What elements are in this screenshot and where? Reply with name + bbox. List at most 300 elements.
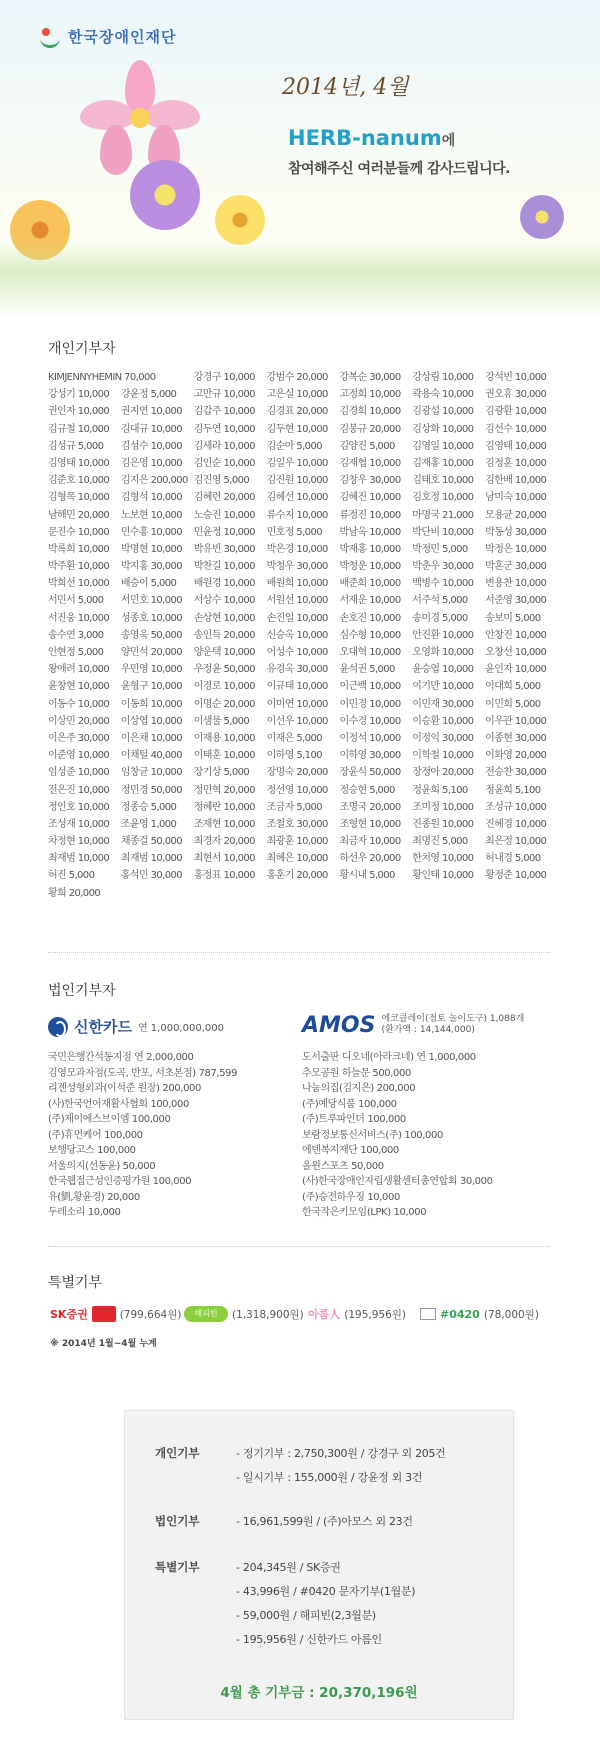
donor-entry: 마명국 21,000: [412, 509, 474, 521]
donor-entry: 김혜선 10,000: [266, 492, 328, 504]
donor-entry: 이화영 20,000: [485, 750, 547, 762]
donor-entry: 송수연 3,000: [48, 629, 104, 641]
donor-row: [48, 592, 558, 609]
donor-entry: 김영태 10,000: [485, 440, 547, 452]
donor-entry: 배승이 5,000: [120, 578, 177, 590]
donor-entry: [121, 885, 194, 902]
donor-entry: 박혼군 30,000: [485, 561, 547, 573]
corporate-donor-entry: 국민은행간석동지점 연 2,000,000: [48, 1052, 194, 1063]
donor-entry: 백병수 10,000: [412, 578, 474, 590]
amos-line1: 에코클레이(점토 놀이도구) 1,088개: [381, 1014, 525, 1024]
donor-entry: 이동희 10,000: [120, 698, 183, 710]
donor-entry: 이상민 20,000: [48, 715, 110, 727]
org-logo-icon: [40, 28, 62, 46]
donor-entry: 허진 5,000: [48, 870, 95, 882]
donor-entry: 변용찬 10,000: [485, 578, 547, 590]
donor-entry: 이학철 10,000: [412, 750, 474, 762]
donor-entry: 황정준 10,000: [485, 870, 547, 882]
donor-entry: 이종현 30,000: [485, 732, 547, 744]
summary-corporate-label: 법인기부: [155, 1514, 200, 1528]
donor-row: [48, 489, 558, 506]
donor-entry: 하선우 20,000: [339, 853, 401, 865]
donor-entry: 권인자 10,000: [48, 406, 110, 418]
donor-entry: 장정아 20,000: [412, 767, 474, 779]
donor-entry: 이승환 10,000: [412, 715, 474, 727]
donor-entry: 서상수 10,000: [193, 595, 255, 607]
shinhan-logo-icon: [48, 1017, 68, 1037]
donor-row: [48, 644, 558, 661]
shinhan-name: 신한카드: [74, 1018, 132, 1036]
donor-entry: 윤석권 5,000: [339, 664, 395, 676]
donor-entry: 이샘물 5,000: [193, 715, 250, 727]
donor-entry: 이은주 30,000: [48, 732, 110, 744]
summary-special-label: 특별기부: [155, 1560, 200, 1574]
donor-row: [48, 885, 558, 902]
donor-entry: 이수경 10,000: [339, 715, 401, 727]
donor-entry: 윤형구 10,000: [120, 681, 183, 693]
corporate-donor-entry: 나눔의집(김지은) 200,000: [302, 1083, 416, 1094]
donor-entry: 박유빈 30,000: [193, 543, 255, 555]
donor-entry: 정인호 10,000: [48, 801, 110, 813]
donor-entry: 김광섭 10,000: [412, 406, 474, 418]
donor-entry: 배원희 10,000: [266, 578, 328, 590]
donor-row: [48, 764, 558, 781]
donor-entry: 손상현 10,000: [193, 612, 255, 624]
summary-special-line: - 59,000원 / 해피빈(2,3월분): [236, 1609, 376, 1622]
special-item-0420: #0420 (78,000원): [420, 1302, 539, 1326]
donor-entry: 서원선 10,000: [266, 595, 328, 607]
donor-entry: 전은진 10,000: [48, 784, 110, 796]
donor-entry: 김지은 200,000: [120, 475, 188, 487]
donor-entry: 최혜은 10,000: [266, 853, 328, 865]
corporate-donor-entry: 추모공원 하늘문 500,000: [302, 1067, 411, 1079]
donor-entry: 이규태 10,000: [266, 681, 328, 693]
donor-entry: 조미정 10,000: [412, 801, 474, 813]
donor-entry: 이상엽 10,000: [120, 715, 183, 727]
donor-entry: 안진환 10,000: [412, 629, 474, 641]
special-item-happybean: 해피빈 (1,318,900원): [184, 1302, 304, 1326]
donor-entry: 이재은 5,000: [266, 732, 322, 744]
donor-entry: 정혜란 10,000: [193, 801, 255, 813]
donor-entry: 정윤희 5,100: [412, 784, 468, 796]
donor-row: [48, 507, 558, 524]
corporate-donor-entry: 에덴복지재단 100,000: [302, 1145, 399, 1156]
donor-entry: 강경구 10,000: [193, 372, 255, 383]
donor-row: [48, 678, 558, 695]
donor-entry: 우정윤 50,000: [193, 664, 255, 676]
corporate-list-right: [302, 1050, 493, 1221]
corporate-donor-entry: 올윈스포츠 50,000: [302, 1160, 384, 1172]
donor-entry: 조윤영 1,000: [120, 818, 177, 830]
section-divider: [48, 1246, 550, 1247]
donor-entry: 김인순 10,000: [193, 457, 255, 469]
donor-entry: 홍훈기 20,000: [266, 870, 328, 882]
donor-entry: 박정민 5,000: [412, 543, 468, 555]
donor-entry: 이은채 10,000: [120, 732, 183, 744]
summary-corporate-line: - 16,961,599원 / (주)아모스 외 23건: [236, 1515, 413, 1528]
donor-entry: 전승찬 30,000: [485, 767, 547, 779]
donor-entry: 박정은 10,000: [485, 543, 547, 555]
special-donations-title: 특별기부: [48, 1275, 103, 1291]
summary-individual-label: 개인기부: [155, 1446, 200, 1460]
donor-entry: 김혜진 10,000: [339, 492, 401, 504]
donor-entry: 박남옥 10,000: [339, 526, 401, 538]
donor-entry: 이하영 30,000: [339, 750, 401, 762]
donor-entry: 최명진 5,000: [412, 836, 468, 848]
donor-entry: 곽용숙 10,000: [412, 389, 474, 401]
donor-entry: 이경로 10,000: [193, 681, 255, 693]
corporate-donor-entry: (주)승전하우징 10,000: [302, 1191, 400, 1203]
donor-entry: 윤인자 10,000: [485, 664, 547, 676]
donor-row: [48, 799, 558, 816]
donor-entry: 김일우 10,000: [266, 457, 328, 469]
donor-entry: 고만규 10,000: [193, 389, 255, 401]
special-item-areumin: 아름人 (195,956원): [308, 1308, 407, 1321]
donor-entry: [267, 885, 340, 902]
donor-entry: 박청우 30,000: [266, 561, 328, 573]
donor-entry: 배원경 10,000: [193, 578, 255, 590]
date-heading: 2014년, 4월: [282, 75, 409, 100]
summary-individual-line: - 일시기부 : 155,000원 / 강윤정 외 3건: [236, 1471, 423, 1484]
amos-sponsor: [302, 1014, 524, 1038]
donor-entry: 김정훈 10,000: [485, 457, 547, 469]
org-logo[interactable]: [40, 26, 176, 47]
donor-row: [48, 472, 558, 489]
donor-entry: 최재범 10,000: [48, 853, 110, 865]
donor-entry: 오대혁 10,000: [339, 647, 401, 658]
donor-entry: 김경희 10,000: [339, 406, 401, 418]
donor-entry: [339, 885, 412, 902]
corporate-donor-entry: 김영모과자점(도곡, 반포, 서초본점) 787,599: [48, 1067, 238, 1079]
donor-entry: 최재범 10,000: [120, 853, 183, 865]
corporate-donor-entry: 한국작은키모임(LPK) 10,000: [302, 1207, 427, 1218]
donor-entry: 유경옥 30,000: [266, 664, 328, 676]
corporate-donor-entry: 두레소리 10,000: [48, 1207, 121, 1218]
donor-entry: 정민혁 20,000: [193, 784, 255, 796]
donor-row: [48, 661, 558, 678]
corporate-donor-entry: 보행당고스 100,000: [48, 1145, 136, 1156]
donation-summary-box: [124, 1410, 514, 1720]
corporate-donor-entry: 한국웹접근성인증평가원 100,000: [48, 1176, 192, 1187]
donor-entry: 김성수 10,000: [120, 440, 183, 452]
donor-entry: 임창균 10,000: [120, 767, 183, 779]
donor-entry: 김준호 10,000: [48, 475, 110, 487]
corporate-donor-entry: 보람정보통신서비스(주) 100,000: [302, 1129, 443, 1141]
donor-entry: 최금자 10,000: [339, 836, 401, 848]
donor-entry: 정민경 50,000: [120, 784, 183, 796]
donor-entry: 문진수 10,000: [48, 526, 110, 538]
donor-entry: 민윤정 10,000: [193, 526, 255, 538]
donor-entry: 이기만 10,000: [412, 681, 474, 693]
donor-entry: 김창우 30,000: [339, 475, 401, 487]
donor-entry: 정승현 5,000: [339, 784, 395, 796]
amos-logo: AMOS: [302, 1013, 376, 1038]
donor-entry: 김성규 5,000: [48, 440, 104, 452]
donor-entry: 장명숙 20,000: [266, 767, 328, 779]
donor-row: [48, 610, 558, 627]
purple-flower-icon: [130, 160, 200, 230]
donor-entry: 조성재 10,000: [48, 818, 110, 830]
donor-entry: 이재용 10,000: [193, 732, 255, 744]
donor-entry: 황희 20,000: [48, 887, 101, 899]
shinhan-card-sponsor: [48, 1016, 224, 1037]
donor-entry: 서진웅 10,000: [48, 612, 110, 624]
donor-entry: 양민석 20,000: [120, 647, 183, 658]
donor-entry: 이민경 10,000: [339, 698, 401, 710]
section-divider: [48, 952, 550, 953]
corporate-donor-entry: (주)제이에스브이엠 100,000: [48, 1114, 171, 1125]
donor-entry: 송미경 5,000: [412, 612, 468, 624]
donor-entry: 윤승엽 10,000: [412, 664, 474, 676]
donor-row: [48, 524, 558, 541]
donor-entry: 김형목 10,000: [48, 492, 110, 504]
sk-logo-icon: SK증권: [50, 1308, 88, 1321]
donor-entry: 강범수 20,000: [266, 372, 328, 383]
donor-entry: 이대희 5,000: [485, 681, 541, 693]
monthly-total: 4월 총 기부금 : 20,370,196원: [220, 1685, 418, 1701]
donor-entry: 오영화 10,000: [412, 647, 474, 658]
donor-row: [48, 696, 558, 713]
donor-entry: 박청운 10,000: [339, 561, 401, 573]
donor-entry: 박재홍 10,000: [339, 543, 401, 555]
donor-entry: 양운택 10,000: [193, 647, 255, 658]
donor-entry: 손호진 10,000: [339, 612, 401, 624]
donor-entry: 고은실 10,000: [266, 389, 328, 401]
donor-entry: 박찬길 10,000: [193, 561, 255, 573]
donor-row: [48, 421, 558, 438]
donor-entry: 권오휴 30,000: [485, 389, 547, 401]
corporate-donor-entry: 유(劉,황윤경) 20,000: [48, 1191, 140, 1203]
donor-entry: 장윤식 50,000: [339, 767, 401, 779]
donor-entry: 김재협 10,000: [339, 457, 401, 469]
donor-entry: 신승옥 10,000: [266, 629, 328, 641]
donor-entry: 이미연 10,000: [266, 698, 328, 710]
donor-entry: 조철호 30,000: [266, 818, 328, 830]
donor-entry: 안현정 5,000: [48, 647, 104, 658]
corporate-donors-title: 법인기부자: [48, 983, 116, 999]
donor-entry: [485, 885, 558, 902]
donor-row: [48, 747, 558, 764]
donor-entry: 민수홍 10,000: [120, 526, 183, 538]
donor-entry: 조재현 10,000: [193, 818, 255, 830]
donor-entry: 김선수 10,000: [485, 423, 547, 435]
donor-entry: 한치영 10,000: [412, 853, 474, 865]
individual-donor-list: [48, 369, 558, 902]
donor-entry: 김갑주 10,000: [193, 406, 255, 418]
donor-entry: 박명현 10,000: [120, 543, 183, 555]
donor-entry: 김진영 5,000: [193, 475, 250, 487]
shinhan-amount: 연 1,000,000,000: [137, 1023, 224, 1034]
summary-special-line: - 204,345원 / SK증권: [236, 1561, 341, 1574]
donor-entry: 황시내 5,000: [339, 870, 395, 882]
corporate-donor-entry: (주)트루파인더 100,000: [302, 1114, 406, 1125]
donor-entry: 김경표 20,000: [266, 406, 328, 418]
donor-row: [48, 730, 558, 747]
donor-entry: 이선우 10,000: [266, 715, 328, 727]
donor-entry: 김호정 10,000: [412, 492, 474, 504]
corporate-donor-entry: 도서출판 디오네(아라크네) 연 1,000,000: [302, 1052, 476, 1063]
donor-entry: 류정진 10,000: [339, 509, 401, 521]
donor-entry: [412, 885, 485, 902]
donor-entry: 심수형 10,000: [339, 629, 401, 641]
donor-entry: 김영태 10,000: [48, 457, 110, 469]
donor-entry: 이우관 10,000: [485, 715, 547, 727]
donor-entry: 조성규 10,000: [485, 801, 547, 813]
donor-entry: 최광훈 10,000: [266, 836, 328, 848]
donor-entry: 송인득 20,000: [193, 629, 255, 641]
donor-entry: 배준희 10,000: [339, 578, 401, 590]
donor-entry: 박춘우 30,000: [412, 561, 474, 573]
cumulative-note: ※ 2014년 1월~4월 누계: [50, 1339, 157, 1349]
donor-entry: 남미숙 10,000: [485, 492, 547, 504]
donor-entry: 서민서 5,000: [48, 595, 104, 607]
areumin-logo-icon: 아름人: [308, 1308, 341, 1321]
donor-entry: 임성준 10,000: [48, 767, 110, 779]
donor-entry: 박은경 10,000: [266, 543, 328, 555]
donor-row: [48, 438, 558, 455]
special-item-sk: SK증권 (799,664원): [50, 1308, 182, 1321]
donor-entry: 안창진 10,000: [485, 629, 547, 641]
donor-entry: 김태호 10,000: [412, 475, 474, 487]
donor-entry: 박단비 10,000: [412, 526, 474, 538]
donor-entry: 정종승 5,000: [120, 801, 177, 813]
donor-entry: 강윤정 5,000: [120, 389, 177, 401]
donor-entry: 김두현 10,000: [266, 423, 328, 435]
donor-row: [48, 782, 558, 799]
donor-entry: 송영욱 50,000: [120, 629, 183, 641]
donor-entry: 김순아 5,000: [266, 440, 322, 452]
donor-entry: 김형석 10,000: [120, 492, 183, 504]
thanks-message: 참여해주신 여러분들께 감사드립니다.: [288, 161, 510, 177]
donor-entry: 성종호 10,000: [120, 612, 183, 624]
donor-row: [48, 386, 558, 403]
donor-row: [48, 627, 558, 644]
donor-entry: 어성수 10,000: [266, 647, 328, 658]
donor-row: [48, 403, 558, 420]
donor-entry: 차정현 10,000: [48, 836, 110, 848]
campaign-title: HERB-nanum에: [288, 126, 456, 150]
donor-entry: 이하영 5,100: [266, 750, 322, 762]
grass-decoration: [0, 240, 600, 315]
donor-entry: KIMJENNYHEMIN 70,000: [48, 372, 156, 383]
corporate-donor-entry: 서울의지(선동윤) 50,000: [48, 1160, 156, 1172]
donor-entry: 김재홍 10,000: [412, 457, 474, 469]
donor-entry: 김광환 10,000: [485, 406, 547, 418]
donor-entry: 장기상 5,000: [193, 767, 250, 779]
donor-row: [48, 867, 558, 884]
donor-entry: 이민희 5,000: [485, 698, 541, 710]
yellow-flower-icon: [215, 195, 265, 245]
summary-special-line: - 43,996원 / #0420 문자기부(1월분): [236, 1585, 416, 1598]
donor-entry: 이준영 10,000: [48, 750, 110, 762]
corporate-list-left: [48, 1050, 237, 1221]
donor-entry: 서준영 30,000: [485, 595, 547, 607]
donor-entry: 이정석 10,000: [339, 732, 401, 744]
donor-entry: 홍석민 30,000: [120, 870, 183, 882]
donor-entry: 손진일 10,000: [266, 612, 328, 624]
donor-entry: 황인태 10,000: [412, 870, 474, 882]
donor-entry: 윤창현 10,000: [48, 681, 110, 693]
corporate-donor-entry: (주)예당식품 100,000: [302, 1098, 397, 1110]
donor-row: [48, 558, 558, 575]
donor-row: [48, 833, 558, 850]
amos-line2: (환가액 : 14,144,000): [381, 1025, 475, 1035]
donor-entry: 노승진 10,000: [193, 509, 255, 521]
donor-entry: 이명순 20,000: [193, 698, 255, 710]
donor-row: [48, 816, 558, 833]
donor-entry: 김은영 10,000: [120, 457, 183, 469]
donor-entry: 김봉규 20,000: [339, 423, 401, 435]
donor-entry: 최경자 20,000: [193, 836, 255, 848]
sms-0420-label: #0420: [440, 1307, 480, 1321]
corporate-donor-entry: (사)한국언어재활사협회 100,000: [48, 1098, 189, 1110]
summary-individual-line: - 정기기부 : 2,750,300원 / 강경구 외 205건: [236, 1447, 446, 1460]
donor-row: [48, 575, 558, 592]
donor-entry: 오창선 10,000: [485, 647, 547, 658]
donor-entry: 서민호 10,000: [120, 595, 183, 607]
happybean-logo-icon: 해피빈: [184, 1306, 228, 1322]
individual-donors-title: 개인기부자: [48, 341, 116, 357]
donor-entry: 김세라 10,000: [193, 440, 255, 452]
special-donations-row: [50, 1302, 550, 1326]
donor-entry: 최현서 10,000: [193, 853, 255, 865]
donor-entry: 채종걸 50,000: [120, 836, 183, 848]
donor-entry: 김혜련 20,000: [193, 492, 255, 504]
donor-entry: 진혜경 10,000: [485, 818, 547, 830]
donor-entry: 류수지 10,000: [266, 509, 328, 521]
donor-entry: 김두연 10,000: [193, 423, 255, 435]
donor-entry: 최은정 10,000: [485, 836, 547, 848]
donor-entry: 우민영 10,000: [120, 664, 183, 676]
donor-entry: 모용균 20,000: [485, 509, 547, 521]
corporate-donor-entry: (사)한국장애인자립생활센터총연합회 30,000: [302, 1176, 493, 1187]
donor-entry: 이근백 10,000: [339, 681, 401, 693]
donor-entry: 김진원 10,000: [266, 475, 328, 487]
small-purple-flower-icon: [520, 195, 564, 239]
donor-entry: 김양진 5,000: [339, 440, 395, 452]
header-banner: [0, 0, 600, 315]
donor-entry: 조형현 10,000: [339, 818, 401, 830]
donor-entry: 허내경 5,000: [485, 853, 541, 865]
donor-entry: 민호정 5,000: [266, 526, 322, 538]
donor-entry: 왕애려 10,000: [48, 664, 110, 676]
donor-entry: [194, 885, 267, 902]
donor-entry: 이채털 40,000: [120, 750, 183, 762]
donor-entry: 김상화 10,000: [412, 423, 474, 435]
corporate-donor-entry: 리젠성형외과(이석준 원장) 200,000: [48, 1083, 201, 1094]
donor-entry: 김영일 10,000: [412, 440, 474, 452]
donor-entry: 서재운 10,000: [339, 595, 401, 607]
donor-entry: 정선영 10,000: [266, 784, 328, 796]
summary-special-line: - 195,956원 / 신한카드 아름인: [236, 1633, 382, 1646]
donor-entry: 권지연 10,000: [120, 406, 183, 418]
org-name: 한국장애인재단: [68, 28, 177, 46]
donor-entry: 진종원 10,000: [412, 818, 474, 830]
donor-entry: 박동성 30,000: [485, 526, 547, 538]
donor-entry: 강성기 10,000: [48, 389, 110, 401]
donor-entry: 정윤희 5,100: [485, 784, 541, 796]
donor-entry: 이정익 30,000: [412, 732, 474, 744]
donor-entry: 김한배 10,000: [485, 475, 547, 487]
donor-entry: 이민재 30,000: [412, 698, 474, 710]
donor-row: [48, 713, 558, 730]
donor-row: [48, 541, 558, 558]
donor-entry: 송보미 5,000: [485, 612, 541, 624]
donor-row: [48, 369, 558, 386]
donor-entry: 홍정표 10,000: [193, 870, 255, 882]
donor-entry: 조명국 20,000: [339, 801, 401, 813]
envelope-icon: [420, 1308, 436, 1320]
